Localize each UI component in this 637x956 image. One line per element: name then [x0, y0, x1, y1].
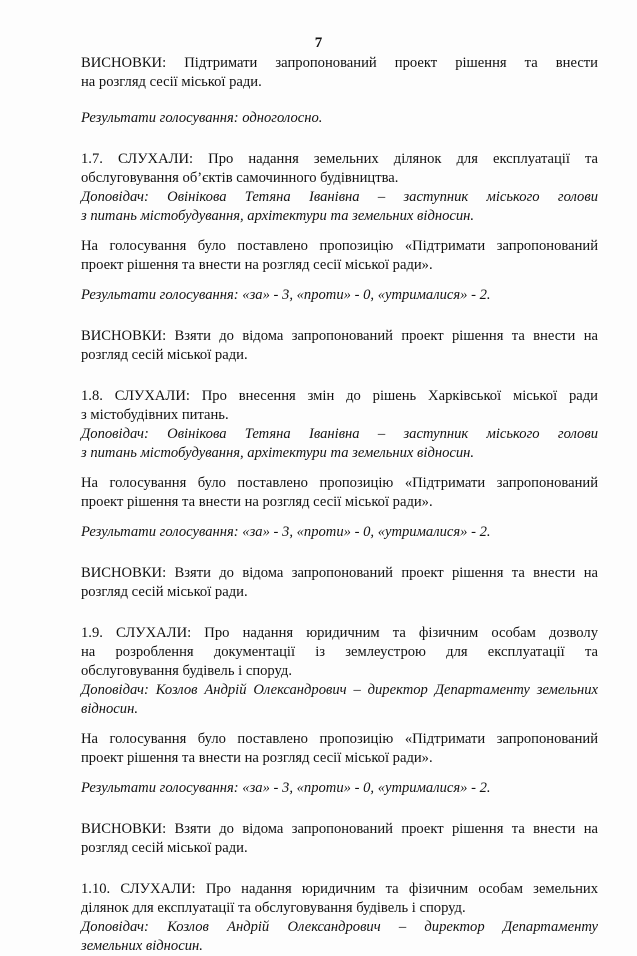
text-line: На голосування було поставлено пропозицію «Підтримати запропонований: [81, 238, 598, 254]
proposal-paragraph: [81, 730, 598, 768]
text-line: 1.8. СЛУХАЛИ: Про внесення змін до рішень Харківської міської ради: [81, 388, 598, 404]
text-line: ВИСНОВКИ: Підтримати запропонований проект рішення та внести: [81, 55, 598, 71]
conclusion-paragraph: [81, 820, 598, 858]
speaker-paragraph: [81, 188, 598, 226]
agenda-item-1-8: [81, 387, 598, 425]
text-line: проект рішення та внести на розгляд сесії міської ради».: [81, 494, 433, 510]
conclusion-paragraph: [81, 327, 598, 365]
text-line: проект рішення та внести на розгляд сесії міської ради».: [81, 257, 433, 273]
text-line: обслуговування будівель і споруд.: [81, 663, 292, 679]
proposal-paragraph: [81, 237, 598, 275]
voting-result: [81, 523, 598, 542]
text-line: 1.9. СЛУХАЛИ: Про надання юридичним та фізичним особам дозволу: [81, 625, 598, 641]
text-line: Доповідач: Козлов Андрій Олександрович – директор Департаменту земельних: [81, 682, 598, 698]
text-line: Результати голосування: «за» - 3, «проти» - 0, «утрималися» - 2.: [81, 780, 491, 796]
agenda-item-1-10: [81, 880, 598, 918]
text-line: земельних відносин.: [81, 938, 203, 954]
text-line: 1.7. СЛУХАЛИ: Про надання земельних ділянок для експлуатації та: [81, 151, 598, 167]
page-number: 7: [314, 35, 323, 51]
text-line: обслуговування об’єктів самочинного будівництва.: [81, 170, 399, 186]
text-line: Результати голосування: одноголосно.: [81, 110, 323, 126]
proposal-paragraph: [81, 474, 598, 512]
voting-result: [81, 286, 598, 305]
speaker-paragraph: [81, 681, 598, 719]
text-line: з містобудівних питань.: [81, 407, 229, 423]
text-line: Результати голосування: «за» - 3, «проти» - 0, «утрималися» - 2.: [81, 524, 491, 540]
text-line: ВИСНОВКИ: Взяти до відома запропонований проект рішення та внести на: [81, 565, 598, 581]
text-line: ділянок для експлуатації та обслуговування будівель і споруд.: [81, 900, 466, 916]
text-line: На голосування було поставлено пропозицію «Підтримати запропонований: [81, 731, 598, 747]
text-line: розгляд сесій міської ради.: [81, 584, 248, 600]
text-line: ВИСНОВКИ: Взяти до відома запропонований проект рішення та внести на: [81, 821, 598, 837]
document-body: [81, 54, 598, 956]
agenda-item-1-7: [81, 150, 598, 188]
speaker-paragraph: [81, 425, 598, 463]
text-line: розгляд сесій міської ради.: [81, 347, 248, 363]
text-line: з питань містобудування, архітектури та земельних відносин.: [81, 445, 475, 461]
conclusion-paragraph: [81, 54, 598, 92]
conclusion-paragraph: [81, 564, 598, 602]
voting-result: [81, 109, 598, 128]
speaker-paragraph: [81, 918, 598, 956]
agenda-item-1-9: [81, 624, 598, 681]
text-line: на розроблення документації із землеустрою для експлуатації та: [81, 644, 598, 660]
voting-result: [81, 779, 598, 798]
text-line: проект рішення та внести на розгляд сесії міської ради».: [81, 750, 433, 766]
text-line: відносин.: [81, 701, 138, 717]
text-line: 1.10. СЛУХАЛИ: Про надання юридичним та фізичним особам земельних: [81, 881, 598, 897]
text-line: ВИСНОВКИ: Взяти до відома запропонований проект рішення та внести на: [81, 328, 598, 344]
text-line: Доповідач: Овінікова Тетяна Іванівна – заступник міського голови: [81, 189, 598, 205]
text-line: На голосування було поставлено пропозицію «Підтримати запропонований: [81, 475, 598, 491]
text-line: Доповідач: Козлов Андрій Олександрович – директор Департаменту: [81, 919, 598, 935]
text-line: з питань містобудування, архітектури та земельних відносин.: [81, 208, 475, 224]
text-line: розгляд сесій міської ради.: [81, 840, 248, 856]
text-line: Результати голосування: «за» - 3, «проти» - 0, «утрималися» - 2.: [81, 287, 491, 303]
text-line: на розгляд сесії міської ради.: [81, 74, 262, 90]
text-line: Доповідач: Овінікова Тетяна Іванівна – заступник міського голови: [81, 426, 598, 442]
